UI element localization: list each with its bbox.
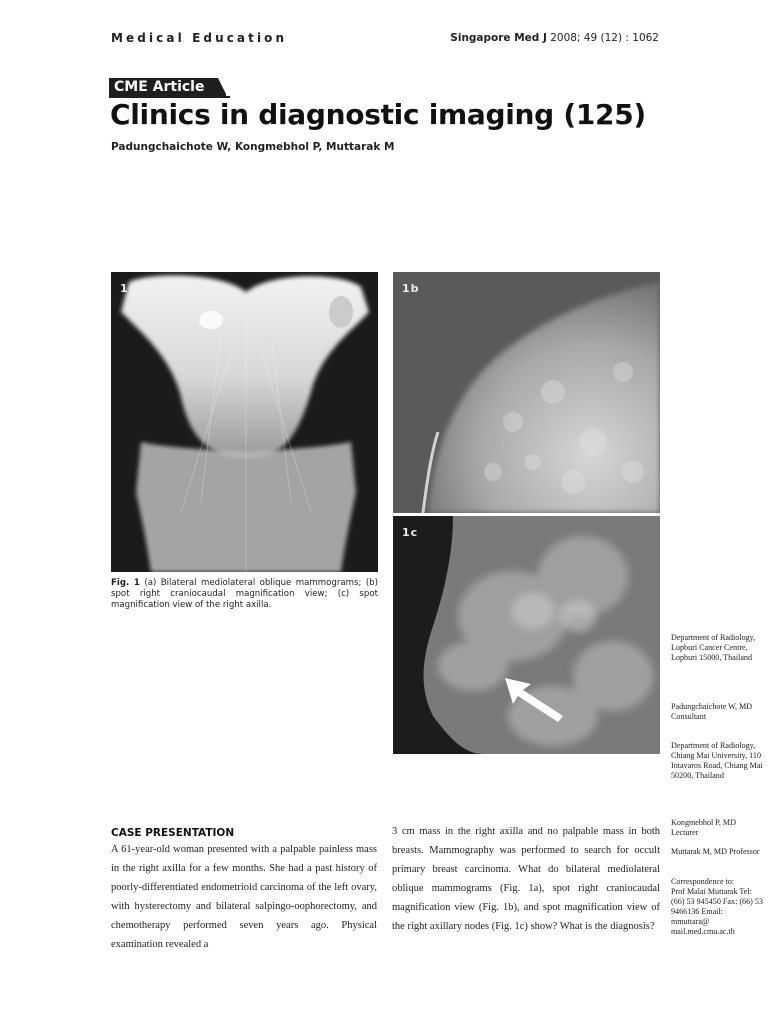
journal-section-label: Medical Education [111,31,288,45]
affiliation-lopburi: Department of Radiology, Lopburi Cancer Centre, Lopburi 15000, Thailand [671,633,756,662]
panel-label-1c: 1c [402,526,419,539]
journal-volume: 2008; 49 (12) : 1062 [550,32,659,44]
correspondence-label: Correspondence to: [671,877,735,886]
article-title: Clinics in diagnostic imaging (125) [110,98,646,131]
figure-1c-image [393,516,660,754]
body-column-left: A 61-year-old woman presented with a palpable painless mass in the right axilla for a few months. She had a past history of poorly-differentiated endometrioid carcinoma of the left ovary, with hysterectomy and bilateral salpingo-oophorectomy, and chemotherapy performed seven years ago. Physical examination revealed a [111,844,377,950]
article-authors: Padungchaichote W, Kongmebhol P, Muttarak M [111,141,395,153]
author-muttarak: Muttarak M, MD Professor [671,847,760,856]
cme-article-badge: CME Article [109,78,226,96]
caption-label: Fig. 1 [111,578,140,588]
figure-1a-image [111,272,378,572]
journal-name: Singapore Med J [450,32,547,44]
figure-1a-mammogram [111,272,378,572]
body-column-right: 3 cm mass in the right axilla and no palpable mass in both breasts. Mammography was performed to search for occult primary breast carcinoma. What do bilateral mediolateral oblique mammograms (Fig. 1a), spot right craniocaudal magnification view (Fig. 1b), and spot magnification view of the right axillary nodes (Fig. 1c) show? What is the diagnosis? [392,826,660,932]
author-kongmebhol: Kongmebhol P, MD Lecturer [671,818,736,837]
panel-label-1a: 1a [120,282,138,295]
figure-1c-axilla-view [393,516,660,754]
case-presentation-heading: CASE PRESENTATION [111,827,235,839]
correspondence-details: Prof Malai Muttarak Tel: (66) 53 945450 Fax: (66) 53 9466136 Email: mmuttara@ mail.med.cmu.ac.th [671,887,763,936]
figure-1b-image [393,272,660,513]
caption-text: (a) Bilateral mediolateral oblique mammograms; (b) spot right craniocaudal magnification view; (c) spot magnification view of the right axilla. [111,578,378,610]
journal-citation [450,32,659,44]
author-padungchaichote: Padungchaichote W, MD Consultant [671,702,753,721]
figure-1b-magnification-view [393,272,660,513]
figure-caption [111,578,378,611]
affiliation-chiang-mai: Department of Radiology, Chiang Mai University, 110 Intavaros Road, Chiang Mai 50200, Thailand [671,741,763,780]
panel-label-1b: 1b [402,282,420,295]
